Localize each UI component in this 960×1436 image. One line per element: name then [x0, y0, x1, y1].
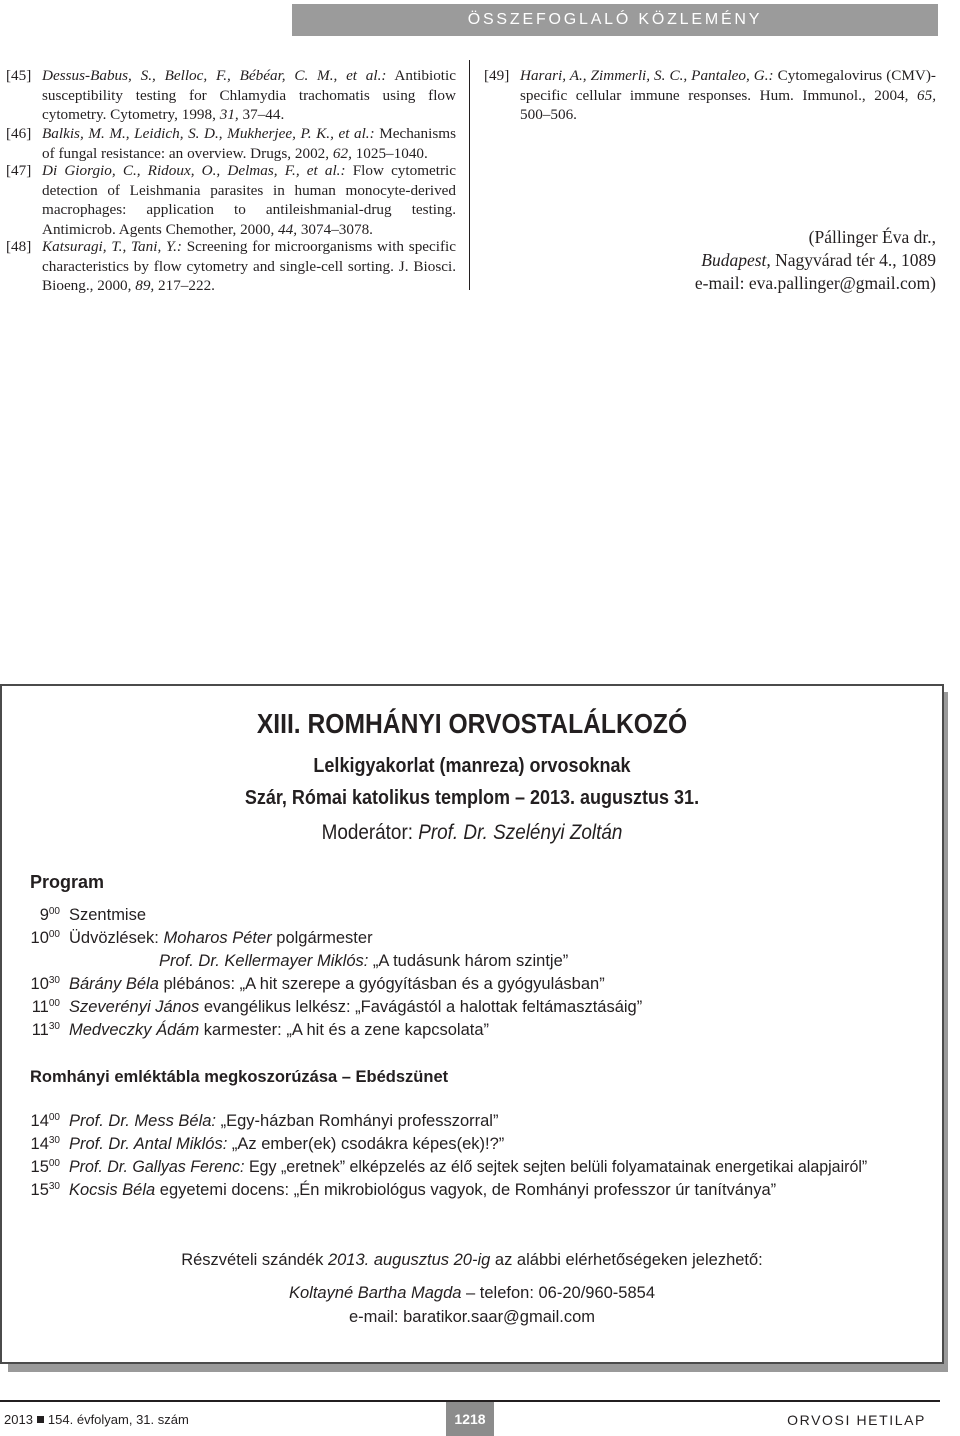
event-location: Szár, Római katolikus templom – 2013. augusztus 31.: [244, 787, 700, 809]
program-time: $15^{00}$: [30, 1158, 60, 1176]
event-moderator: [49, 821, 895, 845]
program-time: $14^{00}$: [30, 1112, 60, 1130]
program-speaker: Bárány Béla: [69, 975, 159, 993]
program-talk-title: „Favágástól a halottak feltámasztásáig”: [355, 998, 643, 1016]
reference-item: [6, 124, 456, 163]
program-speaker: Prof. Dr. Antal Miklós:: [69, 1135, 228, 1153]
registration-email: e-mail: baratikor.saar@gmail.com: [349, 1308, 595, 1326]
contact-person: Koltayné Bartha Magda: [288, 1284, 462, 1302]
program-role: polgármester: [271, 929, 373, 947]
program-speaker: Prof. Dr. Kellermayer Miklós:: [159, 952, 369, 970]
reference-number: [45]: [6, 67, 32, 84]
reference-item: [6, 237, 456, 296]
program-talk-title: „Az ember(ek) csodákra képes(ek)!?”: [227, 1135, 505, 1153]
reference-authors: Dessus-Babus, S., Belloc, F., Bébéar, C. M., et al.:: [42, 67, 387, 84]
event-title: XIII. ROMHÁNYI ORVOSTALÁLKOZÓ: [256, 708, 688, 739]
reference-pages: 37–44.: [238, 106, 285, 124]
author-city: Budapest,: [701, 250, 771, 270]
reference-pages: 217–222.: [154, 277, 215, 295]
program-time: $14^{30}$: [30, 1135, 60, 1153]
program-time: $10^{00}$: [30, 929, 60, 947]
reference-pages: 500–506.: [520, 106, 577, 124]
program-talk-title: „A tudásunk három szintje”: [368, 952, 569, 970]
reference-pages: 1025–1040.: [351, 144, 428, 162]
program-speaker: Kocsis Béla: [69, 1181, 156, 1199]
author-contact: [600, 226, 936, 295]
registration-note: Részvételi szándék 2013. augusztus 20-ig az alábbi elérhetőségeken jelezhető:: [181, 1251, 763, 1269]
reference-text: Antibiotic susceptibility testing for Chlamydia trachomatis using flow cytometry. Cytometry, 1998,: [42, 67, 456, 124]
reference-authors: Harari, A., Zimmerli, S. C., Pantaleo, G.:: [520, 67, 774, 84]
program-talk-title: „A hit és a zene kapcsolata”: [286, 1021, 490, 1039]
reference-text: Flow cytometric detection of Leishmania parasites in human monocyte-derived macrophages: application to antileishmanial-drug testing. Antimicrob. Agents Chemother, 2000,: [42, 162, 457, 238]
reference-volume: 62,: [332, 144, 352, 162]
section-title: ÖSSZEFOGLALÓ KÖZLEMÉNY: [467, 11, 763, 28]
program-time: $10^{30}$: [30, 975, 60, 993]
program-text: Szentmise: [69, 906, 147, 924]
author-address: Nagyvárad tér 4., 1089: [770, 250, 936, 270]
reference-text: Cytomegalovirus (CMV)-specific cellular immune responses. Hum. Immunol., 2004,: [520, 67, 936, 104]
author-email: e-mail: eva.pallinger@gmail.com): [694, 273, 936, 293]
program-talk-title: Egy „eretnek” elképzelés az élő sejtek sejten belüli folyamatainak energetikai alapjairól”: [244, 1158, 868, 1176]
reference-number: [48]: [6, 238, 32, 255]
square-bullet-icon: [37, 1416, 44, 1423]
moderator-label: Moderátor:: [321, 821, 419, 844]
footer-issue: 154. évfolyam, 31. szám: [47, 1412, 189, 1427]
reference-authors: Balkis, M. M., Leidich, S. D., Mukherjee, P. K., et al.:: [42, 125, 375, 142]
program-time: $11^{00}$: [31, 998, 60, 1016]
reference-text: Mechanisms of fungal resistance: an overview. Drugs, 2002,: [42, 125, 456, 162]
program-role: egyetemi docens:: [155, 1181, 294, 1199]
contact-phone: – telefon: 06-20/960-5854: [461, 1284, 656, 1302]
program-talk-title: „Én mikrobiológus vagyok, de Romhányi professzor úr tanítványa”: [293, 1181, 777, 1199]
program-label: Program: [30, 872, 105, 892]
reference-item: [484, 66, 936, 125]
reference-authors: Katsuragi, T., Tani, Y.:: [42, 238, 182, 255]
program-speaker: Prof. Dr. Gallyas Ferenc:: [69, 1158, 245, 1176]
reference-volume: 31,: [219, 106, 239, 124]
page-number-box: [446, 1402, 494, 1436]
footer-issue-info: [4, 1412, 189, 1427]
footer-year: 2013: [4, 1412, 33, 1427]
program-time: $9^{00}$: [39, 906, 60, 924]
reference-number: [46]: [6, 125, 32, 142]
author-address-line: [600, 249, 936, 272]
program-box: [0, 684, 944, 1364]
program-speaker: Szeverényi János: [69, 998, 200, 1016]
reference-authors: Di Giorgio, C., Ridoux, O., Delmas, F., et al.:: [42, 162, 346, 179]
reference-number: [47]: [6, 162, 32, 179]
program-speaker: Medveczky Ádám: [69, 1021, 200, 1039]
program-role: karmester:: [199, 1021, 287, 1039]
lunch-break: Romhányi emléktábla megkoszorúzása – Ebédszünet: [30, 1068, 449, 1086]
event-subtitle: Lelkigyakorlat (manreza) orvosoknak: [313, 755, 631, 777]
reference-volume: 44,: [278, 220, 298, 238]
reference-number: [49]: [484, 67, 510, 84]
reference-text: Screening for microorganisms with specific characteristics by flow cytometry and single-cell sorting. J. Biosci. Bioeng., 2000,: [42, 238, 457, 295]
reference-pages: 3074–3078.: [297, 220, 373, 238]
registration-contact: [2, 1284, 942, 1303]
moderator-name: Prof. Dr. Szelényi Zoltán: [418, 821, 623, 844]
author-name-line: (Pállinger Éva dr.,: [808, 227, 936, 247]
page-number: 1218: [454, 1411, 486, 1427]
section-header-band: [292, 4, 938, 36]
registration-deadline: 2013. augusztus 20-ig: [327, 1251, 491, 1269]
program-text: Üdvözlések:: [69, 929, 164, 947]
reference-volume: 89,: [135, 277, 155, 295]
journal-name: ORVOSI HETILAP: [787, 1412, 926, 1428]
program-speaker: Prof. Dr. Mess Béla:: [69, 1112, 217, 1130]
reference-volume: 65,: [917, 86, 936, 104]
program-talk-title: „Egy-házban Romhányi professzorral”: [216, 1112, 499, 1130]
program-speaker: Moharos Péter: [163, 929, 272, 947]
program-role: plébános:: [158, 975, 240, 993]
program-role: evangélikus lelkész:: [199, 998, 356, 1016]
reference-item: [6, 161, 456, 239]
reference-item: [6, 66, 456, 125]
program-time: $11^{30}$: [31, 1021, 60, 1039]
column-divider: [469, 60, 470, 290]
program-talk-title: „A hit szerepe a gyógyításban és a gyógyulásban”: [239, 975, 605, 993]
program-time: $15^{30}$: [30, 1181, 60, 1199]
